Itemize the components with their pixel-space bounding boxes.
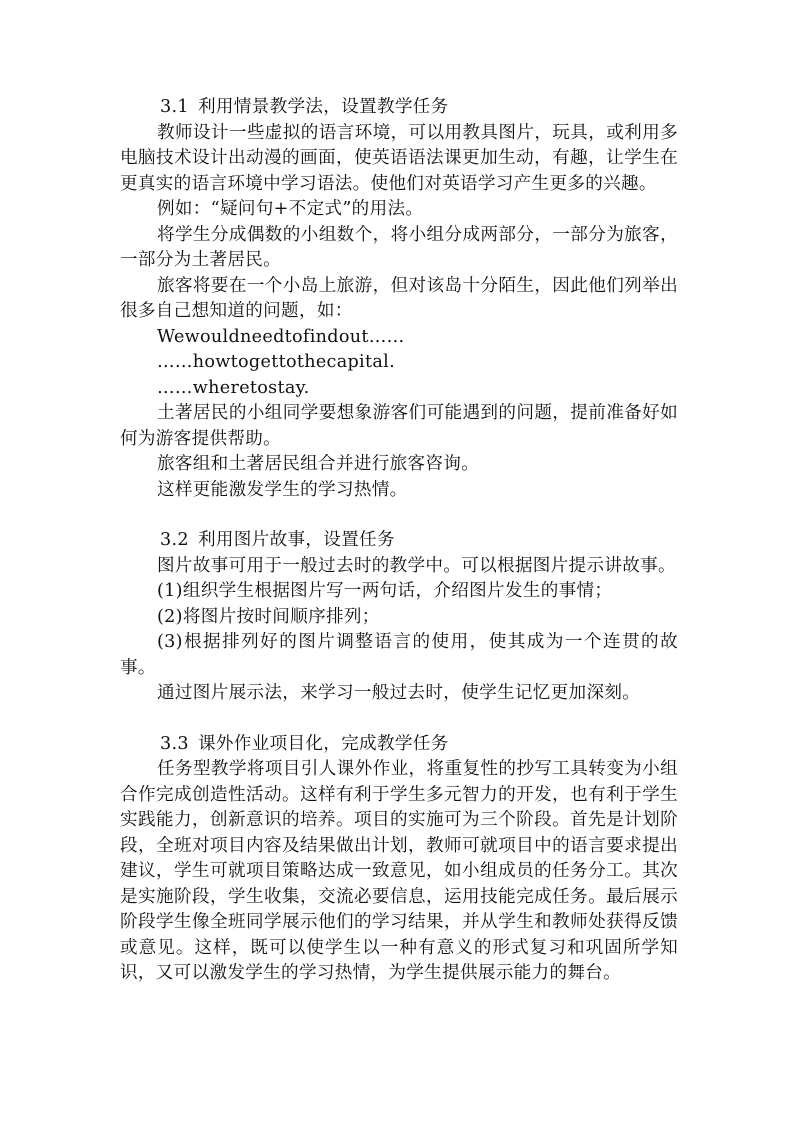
paragraph: 这样更能激发学生的学习热情。	[157, 479, 408, 500]
english-example-line: Wewouldneedtofindout……	[157, 326, 405, 347]
paragraph: 土著居民的小组同学要想象游客们可能遇到的问题，提前准备好如何为游客提供帮助。	[120, 403, 678, 449]
section-heading-3-1	[120, 95, 678, 121]
paragraph: 任务型教学将项目引人课外作业，将重复性的抄写工具转变为小组合作完成创造性活动。这样有利于学生多元智力的开发，也有利于学生实践能力，创新意识的培养。项目的实施可为三个阶段。首先是计划阶段，全班对项目内容及结果做出计划，教师可就项目中的语言要求提出建议，学生可就项目策略达成一致意见，如小组成员的任务分工。其次是实施阶段，学生收集，交流必要信息，运用技能完成任务。最后展示阶段学生像全班同学展示他们的学习结果，并从学生和教师处获得反馈或意见。这样，既可以使学生以一种有意义的形式复习和巩固所学知识，又可以激发学生的学习热情，为学生提供展示能力的舞台。	[120, 759, 678, 983]
section-number: 3.1	[160, 97, 189, 117]
paragraph: 旅客组和土著居民组合并进行旅客咨询。	[157, 454, 480, 474]
numbered-item: (3)根据排列好的图片调整语言的使用，使其成为一个连贯的故事。	[120, 632, 678, 678]
paragraph: 通过图片展示法，来学习一般过去时，使学生记忆更加深刻。	[157, 683, 641, 703]
english-example-line: ……wheretostay.	[157, 377, 310, 398]
section-number: 3.2	[160, 530, 189, 550]
section-title: 利用图片故事，设置任务	[198, 530, 395, 550]
section-heading-3-2	[120, 528, 678, 554]
section-heading-3-3	[120, 732, 678, 758]
paragraph: 将学生分成偶数的小组数个，将小组分成两部分，一部分为旅客，一部分为土著居民。	[120, 224, 678, 270]
section-number: 3.3	[160, 733, 189, 754]
section-spacer	[120, 503, 678, 528]
section-spacer	[120, 707, 678, 732]
paragraph: 例如：“疑问句+不定式”的用法。	[157, 199, 424, 219]
numbered-item: (2)将图片按时间顺序排列；	[157, 606, 380, 627]
paragraph: 旅客将要在一个小岛上旅游，但对该岛十分陌生，因此他们列举出很多自己想知道的问题，如：	[120, 275, 678, 321]
document-page	[120, 95, 678, 987]
section-title: 课外作业项目化，完成教学任务	[198, 733, 449, 754]
section-title: 利用情景教学法，设置教学任务	[198, 97, 449, 117]
english-example-line: ……howtogettothecapital.	[157, 352, 395, 372]
paragraph: 图片故事可用于一般过去时的教学中。可以根据图片提示讲故事。	[157, 555, 676, 576]
numbered-item: (1)组织学生根据图片写一两句话，介绍图片发生的事情；	[157, 581, 613, 601]
paragraph: 教师设计一些虚拟的语言环境，可以用教具图片，玩具，或利用多电脑技术设计出动漫的画面，使英语语法课更加生动，有趣，让学生在更真实的语言环境中学习语法。使他们对英语学习产生更多的兴趣。	[120, 122, 678, 194]
